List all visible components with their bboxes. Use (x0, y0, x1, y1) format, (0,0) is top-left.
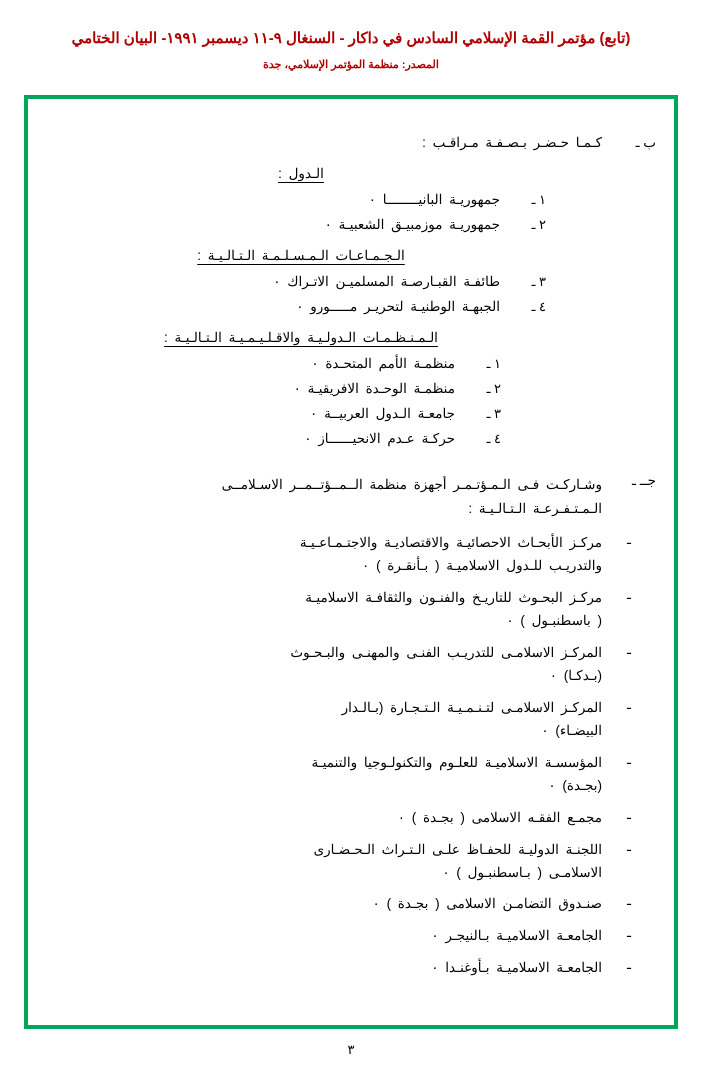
group-muslim-communities (46, 247, 656, 315)
list-item-text: طائفـة القبـارصـة المسلميـن الاتـراك ٠ (273, 274, 500, 289)
section-b (46, 135, 656, 151)
list-item (46, 893, 656, 916)
group-organizations (46, 329, 656, 447)
list-item-text (342, 697, 602, 743)
list-item-dash: ـ (627, 957, 631, 973)
list-item (46, 807, 656, 830)
list-item-dash: ـ (627, 925, 631, 941)
list-item-dash: ـ (627, 696, 631, 712)
list-item-number: ٢ ـ (486, 381, 501, 396)
section-c-body (222, 473, 602, 520)
list-item (46, 642, 656, 688)
list-item (46, 431, 656, 447)
section-c (46, 473, 656, 520)
list-item-text (305, 587, 602, 633)
list-item (46, 217, 656, 233)
list-item-line: والتدريـب للـدول الاسلاميـة ( بـأنقـرة ) ٠ (362, 558, 602, 574)
list-item-number: ١ ـ (486, 356, 501, 371)
list-item-line: صنـدوق التضامـن الاسلامى ( بجـدة ) ٠ (372, 896, 602, 912)
header-title: (تابع) مؤتمر القمة الإسلامي السادس في داكار - السنغال ٩-١١ ديسمبر ١٩٩١- البيان الختامي (71, 30, 631, 47)
list-item-text (398, 807, 602, 830)
list-item-text: جمهوريـة موزمبيـق الشعبيـة ٠ (324, 217, 500, 232)
page-header (0, 0, 702, 71)
list-item-line: المركـز الاسلامـى للتدريـب الفنـى والمهنـى والبـحـوث (290, 645, 602, 660)
section-c-marker: جــ ـ (632, 473, 656, 488)
page-number: ٣ (347, 1042, 355, 1057)
list-item (46, 381, 656, 397)
list-item (46, 356, 656, 372)
content-frame (24, 95, 678, 1029)
list-item-dash: ـ (627, 806, 631, 822)
list-item-text: الجبهـة الوطنيـة لتحريـر مـــــورو ٠ (296, 299, 500, 314)
group-states (46, 165, 656, 233)
list-item-number: ٤ ـ (531, 299, 546, 314)
list-item-number: ٢ ـ (531, 217, 546, 232)
list-item-text (431, 957, 602, 980)
list-item-number: ٣ ـ (531, 274, 546, 289)
list-item-line: الاسلامـى ( بـاسطنبـول ) ٠ (442, 864, 602, 880)
list-item-dash: ـ (627, 642, 631, 657)
section-b-text: كـمـا حـضـر بـصـفـة مـراقـب : (422, 135, 602, 150)
list-item-text (373, 893, 602, 916)
list-item-text: حركـة عـدم الانحيــــــاز ٠ (304, 431, 455, 446)
list-item-line: (بجـدة) ٠ (548, 777, 602, 793)
list-item-line: الجامعـة الاسلاميـة بـأوغنـدا ٠ (431, 960, 602, 976)
list-item-dash: ـ (627, 532, 631, 548)
list-item-text (314, 839, 602, 885)
list-item-text: منظمـة الأمم المتحـدة ٠ (311, 356, 455, 371)
list-item (46, 752, 656, 798)
group-organizations-title-text: الـمـنـظـمـات الـدولـيـة والاقـلـيـمـيـة الـتـالـيـة : (164, 330, 438, 345)
group-organizations-title (46, 329, 656, 347)
list-item-text: منظمـة الوحـدة الافريقيـة ٠ (293, 381, 455, 396)
list-item (46, 192, 656, 208)
header-source: المصدر: منظمة المؤتمر الإسلامي، جدة (263, 59, 439, 71)
list-item-line: ( باسطنبـول ) ٠ (506, 613, 602, 629)
list-item-text (431, 925, 602, 948)
list-item-line: (بـدكـا) ٠ (549, 667, 602, 683)
group-muslim-communities-title-text: الـجـمـاعـات الـمـسـلـمـة الـتـالـيـة : (197, 248, 405, 263)
list-item-dash: ـ (627, 751, 631, 767)
list-item-number: ٣ ـ (486, 406, 501, 421)
list-item-dash: ـ (627, 893, 631, 909)
document-body (46, 113, 656, 1015)
list-item-dash: ـ (627, 587, 631, 603)
list-item (46, 957, 656, 980)
list-item-text: جامعـة الـدول العربيــة ٠ (310, 406, 455, 421)
list-item-number: ٤ ـ (486, 431, 501, 446)
list-item (46, 532, 656, 578)
list-item-line: مركـز الأبحـاث الاحصائيـة والاقتصاديـة والاجتـمـاعـيـة (299, 535, 602, 551)
group-states-title (46, 165, 656, 183)
list-item-line: البيضـاء) ٠ (541, 722, 602, 738)
section-c-line: وشـاركـت فـى الـمـؤتـمـر أجهزة منظمة الــمــؤتــمــر الاسـلامــى (221, 477, 602, 492)
group-states-title-text: الـدول : (278, 166, 324, 181)
list-item-line: المركـز الاسلامـى لتـنـمـيـة الـتـجـارة (بـالـدار (341, 699, 602, 715)
list-item (46, 697, 656, 743)
list-item-text (300, 532, 602, 578)
list-item-text (312, 752, 603, 798)
list-item-line: اللجنـة الدوليـة للحفـاظ علـى الـتـراث الـحـضـارى (313, 841, 602, 857)
list-item-number: ١ ـ (531, 192, 546, 207)
list-item (46, 839, 656, 885)
list-item-dash: ـ (627, 838, 631, 854)
list-item (46, 406, 656, 422)
list-item-line: مجمـع الفقـه الاسلامى ( بجـدة ) ٠ (397, 809, 602, 825)
section-b-marker: ب ـ (635, 135, 656, 150)
list-item (46, 925, 656, 948)
list-item (46, 587, 656, 633)
list-item (46, 274, 656, 290)
agency-list (46, 532, 656, 980)
section-c-line: الـمـتـفـرعـة الـتـالـيـة : (468, 500, 602, 516)
group-muslim-communities-title (46, 247, 656, 265)
list-item-text (290, 642, 602, 688)
list-item-line: الجامعـة الاسلاميـة بـالنيجـر ٠ (431, 928, 602, 944)
list-item-line: المؤسسـة الاسلاميـة للعلـوم والتكنولـوجيا والتنميـة (311, 754, 602, 770)
list-item (46, 299, 656, 315)
list-item-line: مركـز البحـوث للتاريـخ والفنـون والثقافـة الاسلاميـة (305, 590, 602, 606)
list-item-text: جمهوريـة البانيــــــــا ٠ (368, 192, 500, 207)
